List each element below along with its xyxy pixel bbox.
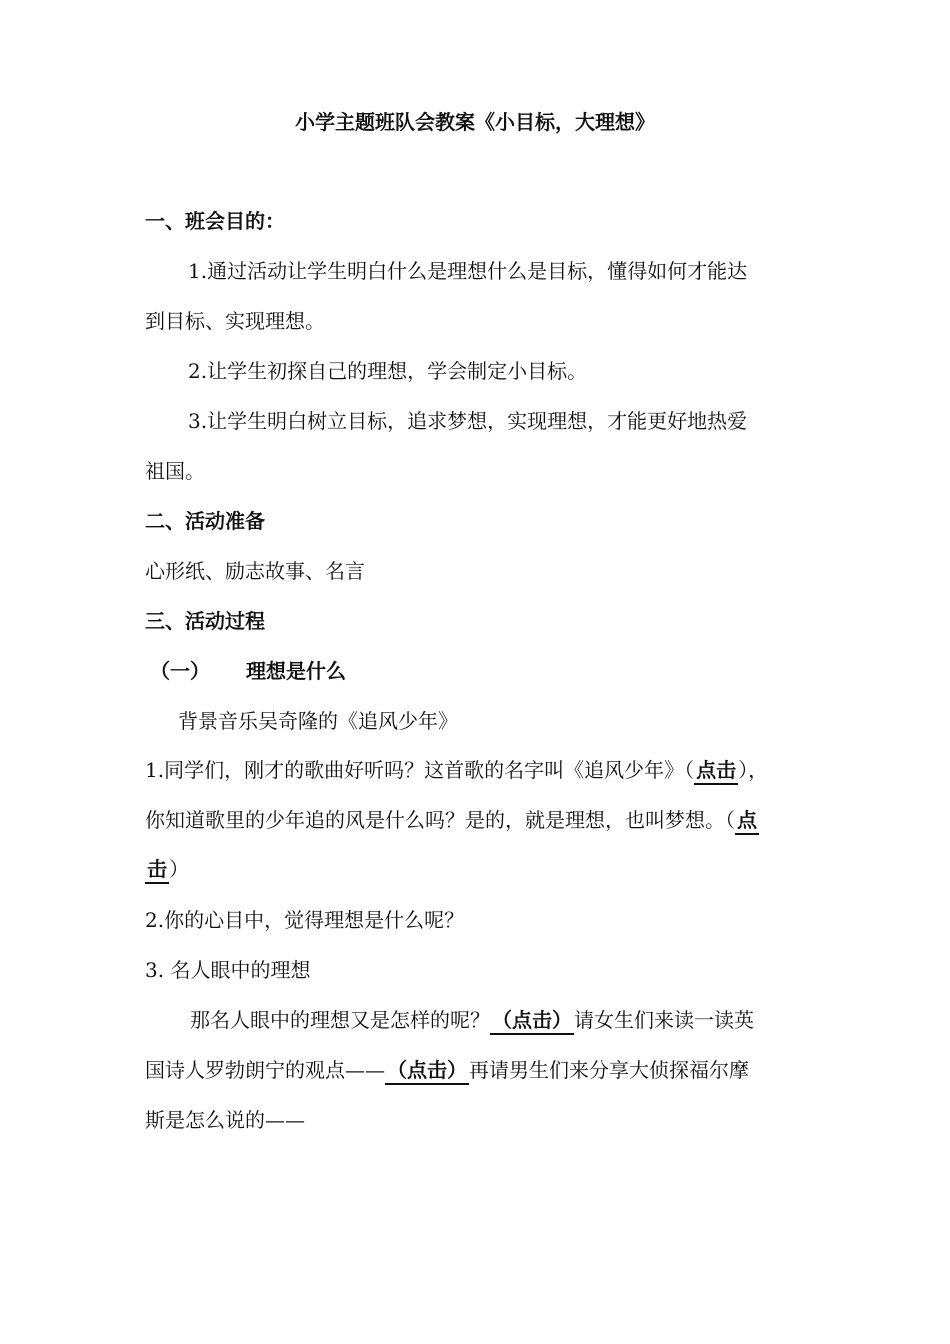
- question-1-line-3: [145, 855, 189, 884]
- click-cue-part-2: 击: [145, 856, 169, 884]
- paragraph-line-3: 斯是怎么说的——: [145, 1108, 305, 1132]
- question-1-text-b: ），: [738, 758, 769, 782]
- question-1-line-3-text: ）: [169, 857, 189, 881]
- question-2: 2.你的心目中，觉得理想是什么呢？: [145, 908, 465, 932]
- document-title: 小学主题班队会教案《小目标，大理想》: [295, 110, 655, 134]
- purpose-item-2: 2.让学生初探自己的理想，学会制定小目标。: [188, 359, 588, 383]
- subsection-number: （一）: [150, 659, 210, 683]
- subsection-title: 理想是什么: [246, 659, 346, 683]
- paragraph-line-1-text-b: 请女生们来读一读英: [574, 1008, 754, 1032]
- click-cue-part-1: 点: [735, 807, 759, 835]
- section-heading-preparation: 二、活动准备: [145, 509, 265, 533]
- question-1-line-1: [145, 756, 768, 785]
- preparation-content: 心形纸、励志故事、名言: [145, 559, 365, 583]
- subsection-heading-1: [150, 657, 346, 685]
- click-cue: 点击: [694, 757, 738, 785]
- section-heading-purpose: 一、班会目的：: [145, 209, 285, 233]
- purpose-item-3-line-1: 3.让学生明白树立目标，追求梦想，实现理想，才能更好地热爱: [188, 409, 748, 433]
- click-cue: （点击）: [385, 1057, 469, 1085]
- purpose-item-1-line-1: 1.通过活动让学生明白什么是理想什么是目标，懂得如何才能达: [188, 259, 748, 283]
- purpose-item-1-line-2: 到目标、实现理想。: [145, 309, 325, 333]
- paragraph-line-2-text-a: 国诗人罗勃朗宁的观点——: [145, 1058, 385, 1082]
- question-1-line-2: [145, 806, 759, 835]
- click-cue: （点击）: [490, 1007, 574, 1035]
- paragraph-line-1-text-a: 那名人眼中的理想又是怎样的呢？: [190, 1008, 490, 1032]
- paragraph-line-1: [190, 1006, 754, 1035]
- section-heading-process: 三、活动过程: [145, 609, 265, 633]
- question-1-text-a: 1.同学们，刚才的歌曲好听吗？这首歌的名字叫《追风少年》（: [145, 758, 695, 782]
- background-music-note: 背景音乐吴奇隆的《追风少年》: [178, 709, 458, 733]
- paragraph-line-2-text-b: 再请男生们来分享大侦探福尔摩: [469, 1058, 749, 1082]
- question-1-line-2-text: 你知道歌里的少年追的风是什么吗？是的，就是理想，也叫梦想。（: [145, 808, 735, 832]
- question-3: 3. 名人眼中的理想: [145, 958, 311, 982]
- purpose-item-3-line-2: 祖国。: [145, 459, 205, 483]
- paragraph-line-2: [145, 1056, 749, 1085]
